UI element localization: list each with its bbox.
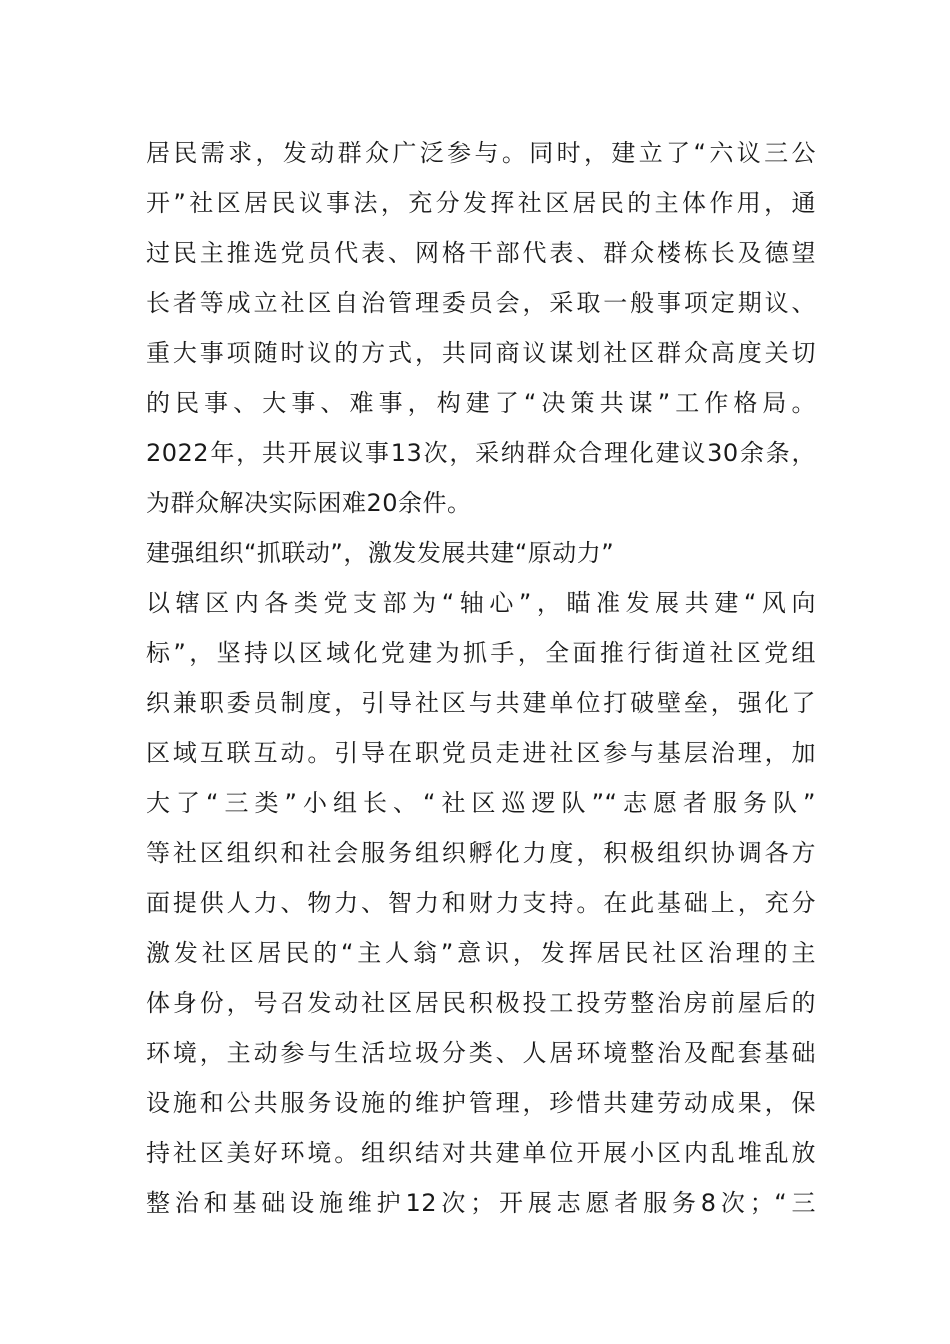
paragraph-line: 整治和基础设施维护12次；开展志愿者服务8次；“三 bbox=[146, 1189, 816, 1217]
paragraph-line: 居民需求，发动群众广泛参与。同时，建立了“六议三公 bbox=[146, 139, 816, 167]
paragraph-line: 环境，主动参与生活垃圾分类、人居环境整治及配套基础 bbox=[146, 1039, 816, 1067]
paragraph-line: 织兼职委员制度，引导社区与共建单位打破壁垒，强化了 bbox=[146, 689, 816, 717]
paragraph-line: 大了“三类”小组长、“社区巡逻队”“志愿者服务队” bbox=[146, 789, 816, 817]
paragraph-line: 为群众解决实际困难20余件。 bbox=[146, 489, 472, 517]
paragraph-line: 的民事、大事、难事，构建了“决策共谋”工作格局。 bbox=[146, 389, 816, 417]
paragraph-line: 重大事项随时议的方式，共同商议谋划社区群众高度关切 bbox=[146, 339, 816, 367]
paragraph-line: 过民主推选党员代表、网格干部代表、群众楼栋长及德望 bbox=[146, 239, 816, 267]
paragraph-line: 面提供人力、物力、智力和财力支持。在此基础上，充分 bbox=[146, 889, 816, 917]
section-heading: 建强组织“抓联动”，激发发展共建“原动力” bbox=[146, 539, 615, 567]
paragraph-line: 2022年，共开展议事13次，采纳群众合理化建议30余条， bbox=[146, 439, 816, 467]
paragraph-line: 标”，坚持以区域化党建为抓手，全面推行街道社区党组 bbox=[146, 639, 816, 667]
paragraph-line: 以辖区内各类党支部为“轴心”，瞄准发展共建“风向 bbox=[146, 589, 816, 617]
paragraph-line: 体身份，号召发动社区居民积极投工投劳整治房前屋后的 bbox=[146, 989, 816, 1017]
paragraph-line: 等社区组织和社会服务组织孵化力度，积极组织协调各方 bbox=[146, 839, 816, 867]
paragraph-line: 设施和公共服务设施的维护管理，珍惜共建劳动成果，保 bbox=[146, 1089, 816, 1117]
document-body bbox=[146, 128, 816, 1228]
paragraph-line: 开”社区居民议事法，充分发挥社区居民的主体作用，通 bbox=[146, 189, 816, 217]
paragraph-line: 长者等成立社区自治管理委员会，采取一般事项定期议、 bbox=[146, 289, 816, 317]
paragraph-line: 激发社区居民的“主人翁”意识，发挥居民社区治理的主 bbox=[146, 939, 816, 967]
paragraph-line: 区域互联互动。引导在职党员走进社区参与基层治理，加 bbox=[146, 739, 816, 767]
paragraph-line: 持社区美好环境。组织结对共建单位开展小区内乱堆乱放 bbox=[146, 1139, 816, 1167]
